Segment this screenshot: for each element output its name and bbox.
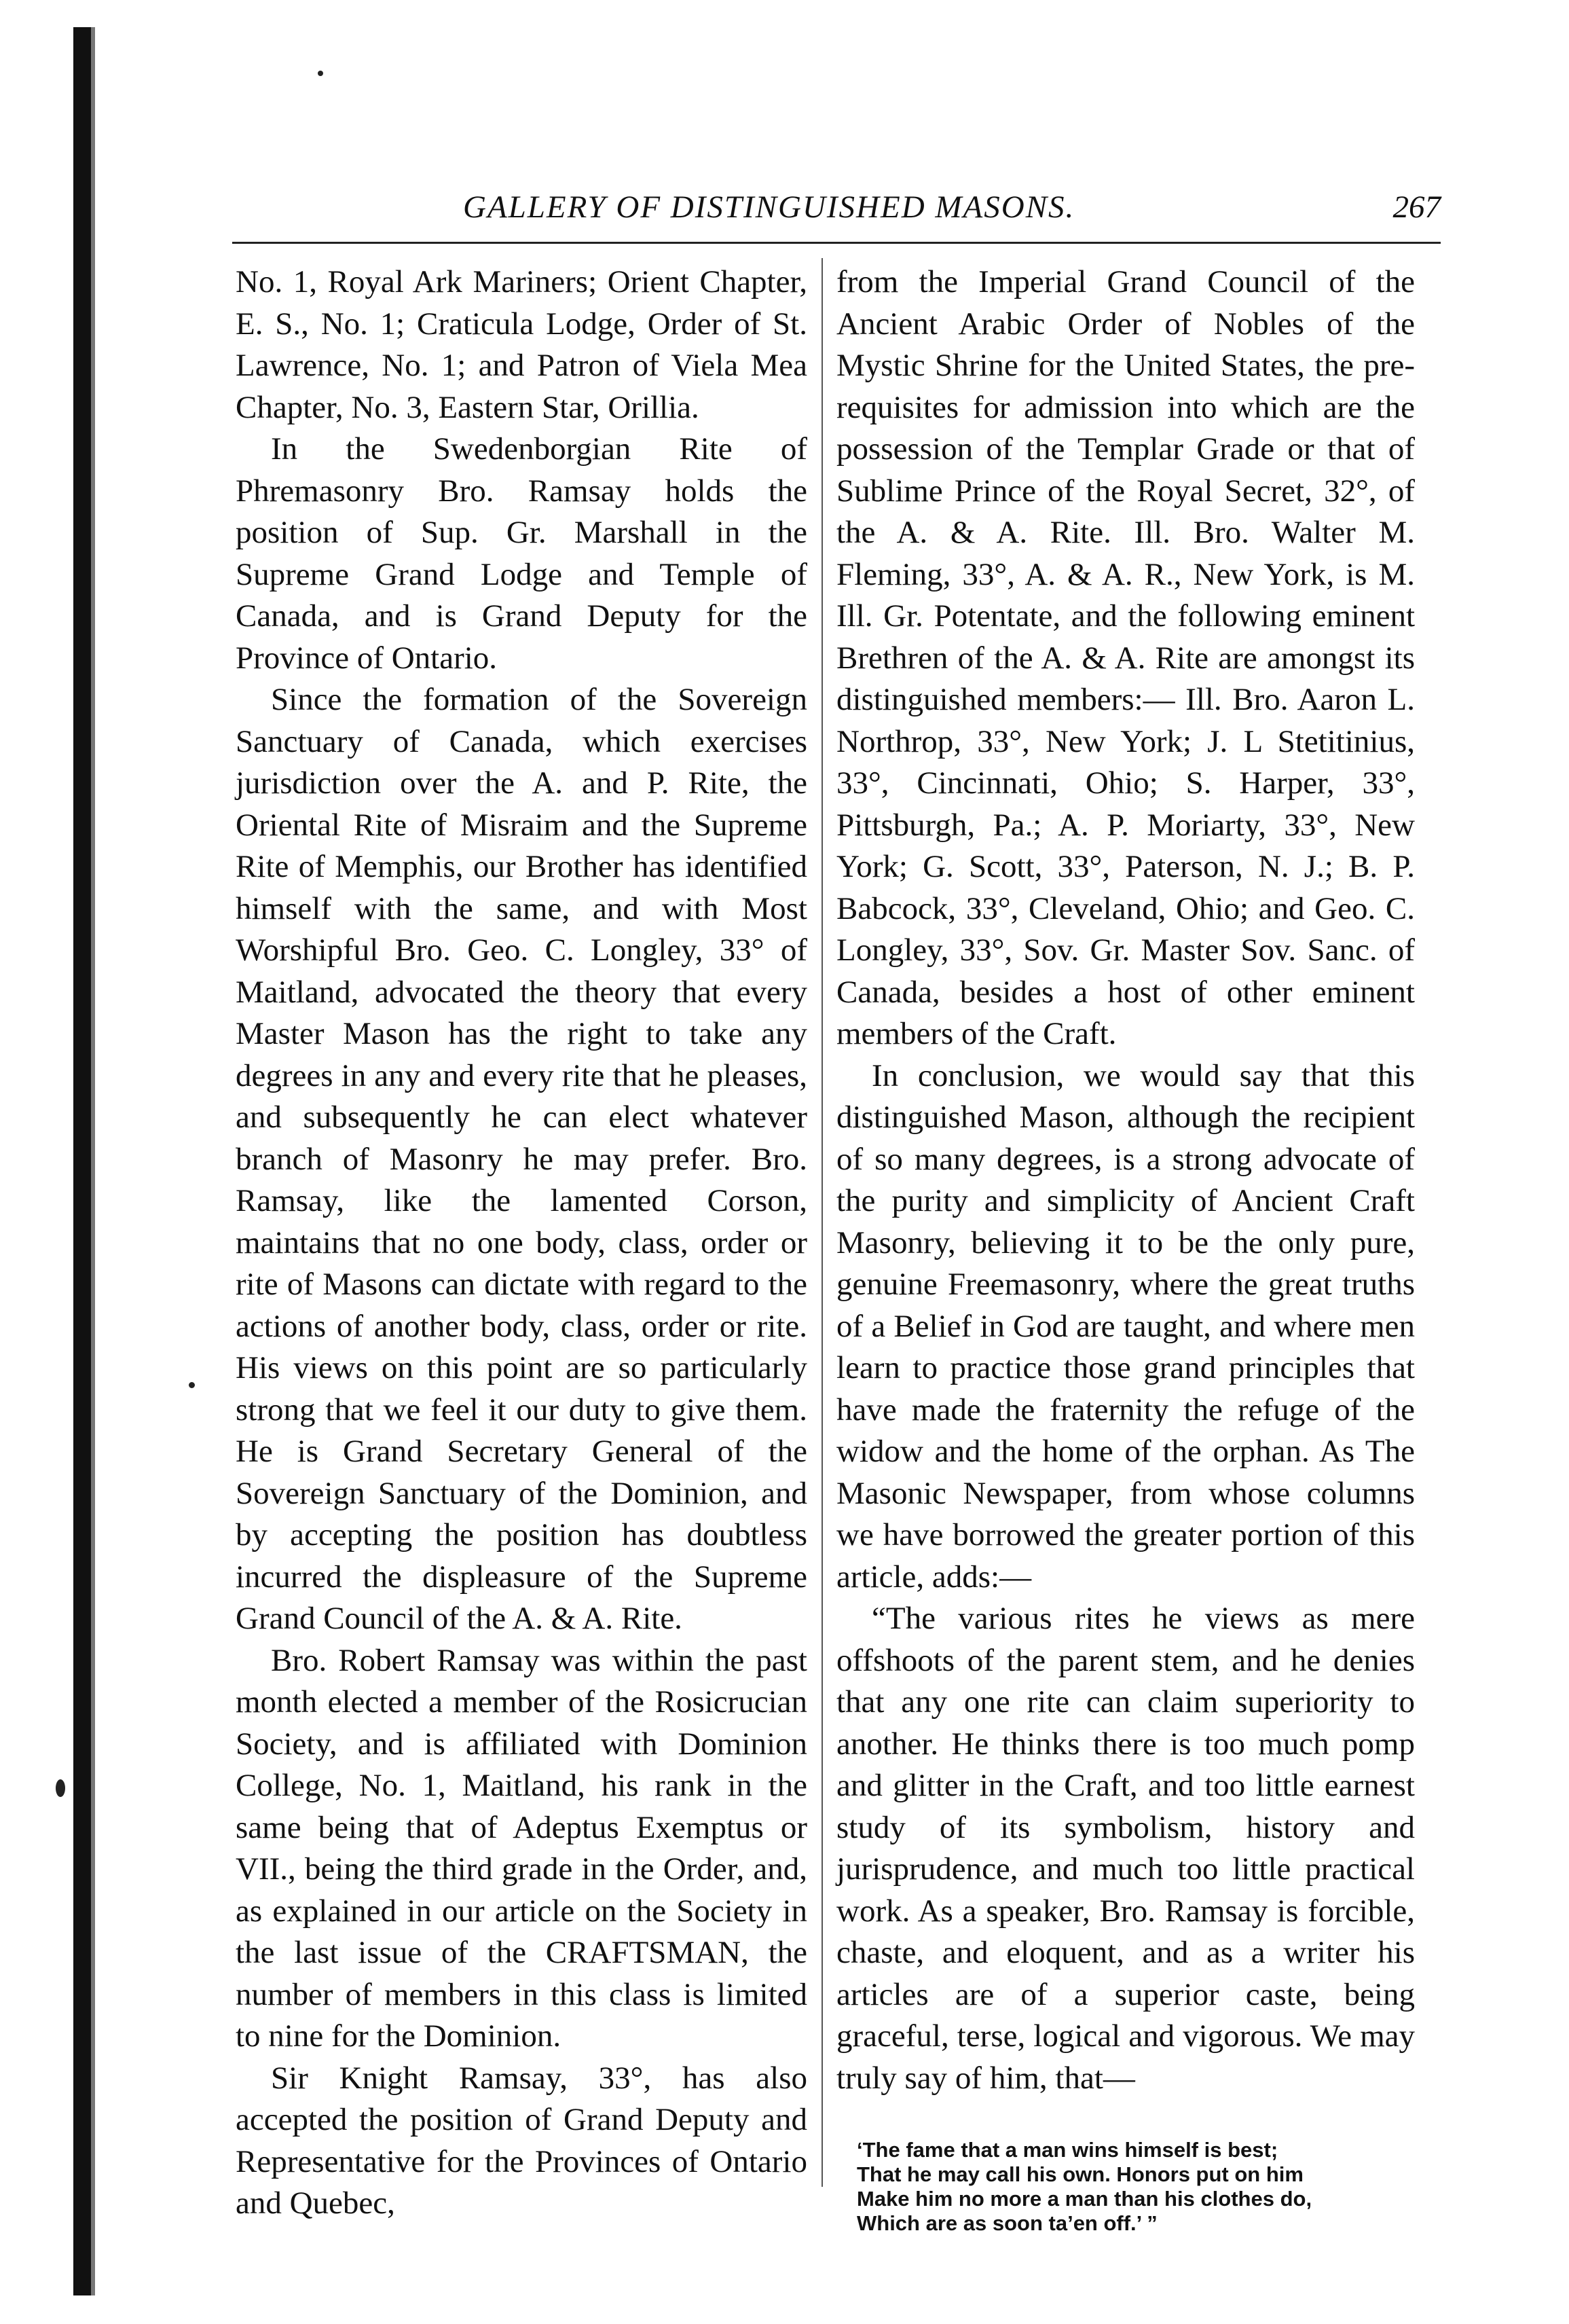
page-header — [232, 189, 1441, 236]
header-rule — [232, 242, 1441, 244]
paragraph: Since the formation of the Sovereign Sanctuary of Canada, which exercises jurisdiction over the A. and P. Rite, the Oriental Rite of Misraim and the Supreme Rite of Memphis, our Brother has identified himself with the same, and with Most Worshipful Bro. Geo. C. Longley, 33° of Maitland, advocated the theory that every Master Mason has the right to take any degrees in any and every rite that he pleases, and subsequently he can elect whatever branch of Masonry he may prefer. Bro. Ramsay, like the lamented Corson, maintains that no one body, class, order or rite of Masons can dictate with regard to the actions of another body, class, order or rite. His views on this point are so particularly strong that we feel it our duty to give them. He is Grand Secretary General of the Sovereign Sanctuary of the Dominion, and by accepting the position has doubtless incurred the displeasure of the Supreme Grand Council of the A. & A. Rite. — [236, 682, 807, 1636]
right-column — [836, 261, 1415, 2099]
running-head: GALLERY OF DISTINGUISHED MASONS. — [463, 189, 1075, 225]
page-number: 267 — [1392, 189, 1441, 225]
paragraph: In the Swedenborgian Rite of Phremasonry Bro. Ramsay holds the position of Sup. Gr. Marshall in the Supreme Grand Lodge and Temple of Canada, and is Grand Deputy for the Province of Ontario. — [236, 431, 807, 676]
print-speck — [56, 1779, 65, 1797]
paragraph: Bro. Robert Ramsay was within the past month elected a member of the Rosicrucian Society, and is affiliated with Dominion College, No. 1, Maitland, his rank in the same being that of Adeptus Exemptus or VII., being the third grade in the Order, and, as explained in our article on the Society in the last issue of the CRAFTSMAN, the number of members in this class is limited to nine for the Dominion. — [236, 1642, 807, 2054]
paragraph: In conclusion, we would say that this distinguished Mason, although the recipient of so many degrees, is a strong advocate of the purity and simplicity of Ancient Craft Masonry, believing it to be the only pure, genuine Freemasonry, where the great truths of a Belief in God are taught, and where men learn to practice those grand principles that have made the fraternity the refuge of the widow and the home of the orphan. As The Masonic Newspaper, from whose columns we have borrowed the greater portion of this article, adds:— — [836, 1057, 1415, 1595]
column-divider — [822, 258, 823, 2187]
left-column — [236, 261, 807, 2225]
paragraph: from the Imperial Grand Council of the Ancient Arabic Order of Nobles of the Mystic Shrine for the United States, the pre-requisites for admission into which are the possession of the Templar Grade or that of Sublime Prince of the Royal Secret, 32°, of the A. & A. Rite. Ill. Bro. Walter M. Fleming, 33°, A. & A. R., New York, is M. Ill. Gr. Potentate, and the following eminent Brethren of the A. & A. Rite are amongst its distinguished members:— Ill. Bro. Aaron L. Northrop, 33°, New York; J. L Stetitinius, 33°, Cincinnati, Ohio; S. Harper, 33°, Pittsburgh, Pa.; A. P. Moriarty, 33°, New York; G. Scott, 33°, Paterson, N. J.; B. P. Babcock, 33°, Cleveland, Ohio; and Geo. C. Longley, 33°, Sov. Gr. Master Sov. Sanc. of Canada, besides a host of other eminent members of the Craft. — [836, 264, 1415, 1051]
binding-edge — [73, 27, 91, 2295]
paragraph: “The various rites he views as mere offshoots of the parent stem, and he denies that any one rite can claim superiority to another. He thinks there is too much pomp and glitter in the Craft, and too little earnest study of its symbolism, history and jurisprudence, and much too little practical work. As a speaker, Bro. Ramsay is forcible, chaste, and eloquent, and as a writer his articles are of a superior caste, being graceful, terse, logical and vigorous. We may truly say of him, that— — [836, 1601, 1415, 2096]
quoted-verse: ‘The fame that a man wins himself is best; That he may call his own. Honors put on him Make him no more a man than his clothes do, Which are as soon ta’en off.’ ” — [857, 2138, 1312, 2235]
binding-edge-shadow — [91, 27, 95, 2295]
paragraph: Sir Knight Ramsay, 33°, has also accepted the position of Grand Deputy and Representative for the Provinces of Ontario and Quebec, — [236, 2060, 807, 2221]
paragraph: No. 1, Royal Ark Mariners; Orient Chapter, E. S., No. 1; Craticula Lodge, Order of St. Lawrence, No. 1; and Patron of Viela Mea Chapter, No. 3, Eastern Star, Orillia. — [236, 264, 807, 425]
print-speck — [318, 71, 323, 76]
print-speck — [189, 1382, 195, 1388]
